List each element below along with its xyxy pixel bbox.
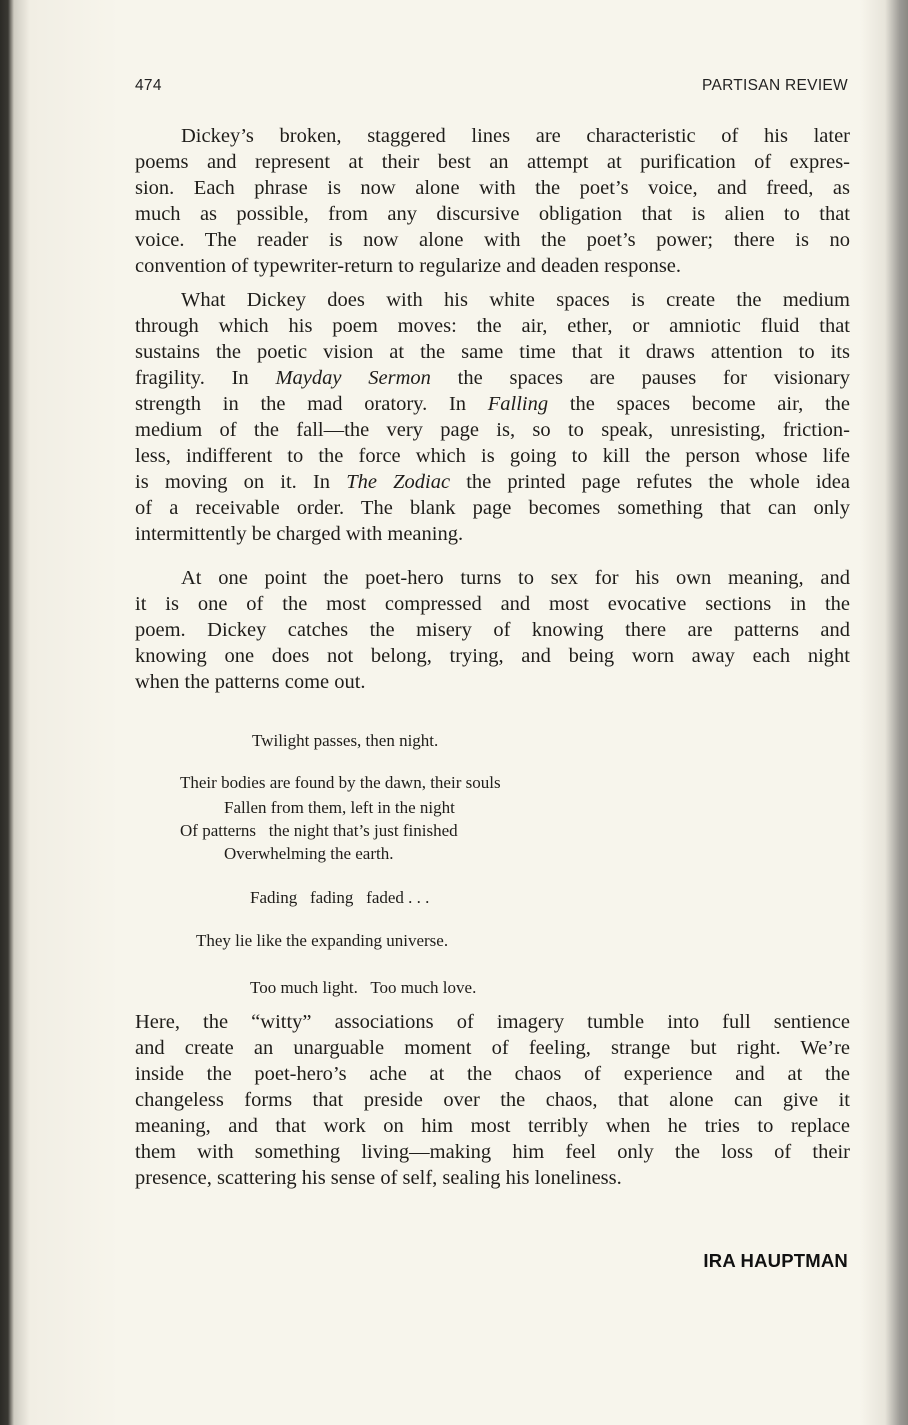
- text-line: [135, 643, 850, 669]
- text-segment: fragility. In: [135, 367, 276, 389]
- poem-line: Their bodies are found by the dawn, their souls: [180, 773, 501, 792]
- text-line: [135, 469, 850, 495]
- text-line: [135, 1113, 850, 1139]
- text-line: [135, 287, 850, 313]
- running-header-title: PARTISAN REVIEW: [701, 77, 848, 94]
- text-segment: the printed page refutes the whole idea: [450, 471, 850, 493]
- text-line: [135, 669, 850, 695]
- text-segment: it is one of the most compressed and most evocative sections in the: [135, 593, 850, 615]
- text-line: [135, 1087, 850, 1113]
- text-line: [135, 1061, 850, 1087]
- text-segment: meaning, and that work on him most terribly when he tries to replace: [135, 1115, 850, 1137]
- paragraph: [135, 565, 850, 695]
- text-segment: inside the poet-hero’s ache at the chaos of experience and at the: [135, 1063, 850, 1085]
- text-segment: sustains the poetic vision at the same time that it draws attention to its: [135, 341, 850, 363]
- paragraph: [135, 123, 850, 279]
- text-segment: What Dickey does with his white spaces is create the medium: [181, 289, 850, 311]
- text-line: [135, 1009, 850, 1035]
- text-segment: through which his poem moves: the air, ether, or amniotic fluid that: [135, 315, 850, 337]
- author-signature: IRA HAUPTMAN: [703, 1250, 848, 1271]
- text-line: [135, 149, 850, 175]
- text-segment: Here, the “witty” associations of imagery tumble into full sentience: [135, 1011, 850, 1033]
- text-segment: when the patterns come out.: [135, 671, 366, 693]
- text-segment: the spaces are pauses for visionary: [430, 367, 850, 389]
- poem-line: Fallen from them, left in the night: [224, 798, 455, 817]
- text-line: [135, 391, 850, 417]
- text-segment: changeless forms that preside over the chaos, that alone can give it: [135, 1089, 850, 1111]
- text-segment: At one point the poet-hero turns to sex for his own meaning, and: [181, 567, 850, 589]
- italic-title: Mayday Sermon: [275, 367, 431, 389]
- text-segment: presence, scattering his sense of self, sealing his loneliness.: [135, 1167, 622, 1189]
- text-segment: is moving on it. In: [135, 471, 347, 493]
- text-line: [135, 1035, 850, 1061]
- text-line: [135, 617, 850, 643]
- text-line: [135, 591, 850, 617]
- text-segment: the spaces become air, the: [548, 393, 850, 415]
- poem-line: Of patterns the night that’s just finished: [180, 821, 458, 840]
- poem-line: Fading fading faded . . .: [250, 888, 430, 907]
- italic-title: Falling: [487, 393, 549, 415]
- text-segment: medium of the fall—the very page is, so to speak, unresisting, friction-: [135, 419, 850, 441]
- text-line: [135, 417, 850, 443]
- text-line: [135, 123, 850, 149]
- text-segment: intermittently be charged with meaning.: [135, 523, 464, 545]
- text-segment: voice. The reader is now alone with the poet’s power; there is no: [135, 229, 850, 251]
- text-segment: much as possible, from any discursive obligation that is alien to that: [135, 203, 850, 225]
- text-segment: poems and represent at their best an attempt at purification of expres-: [135, 151, 850, 173]
- page-number: 474: [135, 77, 162, 94]
- text-line: [135, 521, 850, 547]
- text-segment: and create an unarguable moment of feeling, strange but right. We’re: [135, 1037, 850, 1059]
- text-segment: Dickey’s broken, staggered lines are characteristic of his later: [181, 125, 850, 147]
- poem-line: Too much light. Too much love.: [250, 978, 477, 997]
- text-line: [135, 443, 850, 469]
- text-segment: poem. Dickey catches the misery of knowing there are patterns and: [135, 619, 850, 641]
- text-line: [135, 1165, 850, 1191]
- poem-line: Twilight passes, then night.: [252, 731, 439, 750]
- text-line: [135, 1139, 850, 1165]
- text-segment: them with something living—making him feel only the loss of their: [135, 1141, 850, 1163]
- text-segment: strength in the mad oratory. In: [135, 393, 488, 415]
- text-line: [135, 253, 850, 279]
- poem-line: Overwhelming the earth.: [224, 844, 394, 863]
- text-line: [135, 227, 850, 253]
- text-line: [135, 313, 850, 339]
- text-segment: sion. Each phrase is now alone with the poet’s voice, and freed, as: [135, 177, 850, 199]
- paragraph: [135, 1009, 850, 1191]
- text-segment: less, indifferent to the force which is going to kill the person whose life: [135, 445, 850, 467]
- paragraph: [135, 287, 850, 547]
- text-line: [135, 365, 850, 391]
- text-segment: convention of typewriter-return to regularize and deaden response.: [135, 255, 682, 277]
- italic-title: The Zodiac: [346, 471, 451, 493]
- text-line: [135, 339, 850, 365]
- text-line: [135, 495, 850, 521]
- text-line: [135, 565, 850, 591]
- text-line: [135, 201, 850, 227]
- poem-line: They lie like the expanding universe.: [196, 931, 449, 950]
- text-segment: knowing one does not belong, trying, and being worn away each night: [135, 645, 850, 667]
- text-line: [135, 175, 850, 201]
- text-segment: of a receivable order. The blank page becomes something that can only: [135, 497, 850, 519]
